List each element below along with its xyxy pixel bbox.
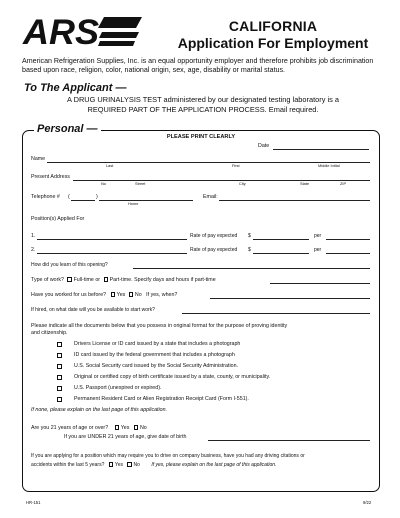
document-checkbox[interactable] [57, 386, 62, 391]
applicant-notice [22, 95, 384, 115]
position-2-number: 2. [31, 247, 36, 253]
rate-2-field[interactable] [253, 253, 309, 254]
documents-intro-line-2: and citizenship. [31, 330, 68, 336]
document-item: ID card issued by the federal government that includes a photograph [74, 352, 235, 358]
driving-yes-label: Yes [114, 462, 124, 468]
per-1-label: per [314, 233, 322, 239]
driving-no-checkbox[interactable] [127, 462, 132, 467]
age-yes-label: Yes [120, 425, 130, 431]
age-no-checkbox[interactable] [134, 425, 139, 430]
telephone-field[interactable] [99, 200, 193, 201]
ars-logo [22, 14, 144, 48]
telephone-sub-home: Home [128, 201, 139, 206]
name-sub-last: Last [106, 163, 114, 168]
applicant-notice-line-2: REQUIRED PART OF THE APPLICATION PROCESS. Email required. [87, 105, 319, 114]
part-time-spec-label: Specify days and hours if part-time [134, 277, 216, 283]
area-code-close: ) [96, 194, 98, 200]
address-sub-city: City [239, 181, 246, 186]
part-time-checkbox[interactable] [104, 277, 109, 282]
document-item: Original or certified copy of birth certificate issued by a state, county, or municipality. [74, 374, 271, 380]
area-code-field[interactable] [71, 200, 95, 201]
type-of-work-label: Type of work? [31, 277, 64, 283]
full-time-label: Full-time or [73, 277, 101, 283]
part-time-hours-field[interactable] [270, 283, 370, 284]
position-1-field[interactable] [37, 239, 187, 240]
rate-2-label: Rate of pay expected [190, 247, 238, 253]
document-checkbox[interactable] [57, 353, 62, 358]
personal-heading: Personal — [34, 123, 101, 135]
worked-yes-checkbox[interactable] [111, 292, 116, 297]
eeo-statement: American Refrigeration Supplies, Inc. is an equal opportunity employer and therefore prohibits job discrimination based upon race, religion, color, national origin, sex, age, disability or marital status. [22, 57, 374, 75]
area-code-open: ( [68, 194, 70, 200]
worked-yes-label: Yes [116, 292, 126, 298]
name-sub-middle: Middle Initial [318, 163, 340, 168]
document-item: Permanent Resident Card or Alien Registration Receipt Card (Form I-551). [74, 396, 249, 402]
worked-no-checkbox[interactable] [129, 292, 134, 297]
document-item: U.S. Social Security card issued by the Social Security Administration. [74, 363, 238, 369]
under-21-label: If you are UNDER 21 years of age, give date of birth [64, 434, 187, 440]
state-title: CALIFORNIA [228, 18, 318, 34]
per-2-label: per [314, 247, 322, 253]
per-2-field[interactable] [326, 253, 370, 254]
rate-1-label: Rate of pay expected [190, 233, 238, 239]
address-sub-no: No [101, 181, 106, 186]
address-sub-street: Street [135, 181, 146, 186]
per-1-field[interactable] [326, 239, 370, 240]
date-label: Date [258, 143, 270, 149]
applicant-notice-line-1: A DRUG URINALYSIS TEST administered by our designated testing laboratory is a [67, 95, 339, 104]
worked-no-label: No [134, 292, 142, 298]
document-checkbox[interactable] [57, 375, 62, 380]
driving-question-label: accidents within the last 5 years? [31, 462, 105, 468]
rate-1-field[interactable] [253, 239, 309, 240]
start-date-label: If hired, on what date will you be available to start work? [31, 307, 155, 313]
worked-when-field[interactable] [210, 298, 370, 299]
driving-no-label: No [133, 462, 140, 468]
document-checkbox[interactable] [57, 342, 62, 347]
learned-field[interactable] [133, 268, 370, 269]
rate-2-dollar: $ [248, 247, 251, 253]
document-item: U.S. Passport (unexpired or expired). [74, 385, 162, 391]
name-label: Name [31, 156, 46, 162]
document-checkbox[interactable] [57, 364, 62, 369]
driving-yes-checkbox[interactable] [109, 462, 114, 467]
svg-text:ARS: ARS [22, 14, 99, 48]
worked-before-label: Have you worked for us before? [31, 292, 107, 298]
learned-label: How did you learn of this opening? [31, 262, 108, 268]
documents-none-note: If none, please explain on the last page of this application. [31, 407, 168, 413]
form-title: Application For Employment [177, 35, 369, 51]
telephone-label: Telephone # [31, 194, 60, 200]
driving-question-line-1: If you are applying for a position which may require you to drive on company business, have you had any driving citations or [31, 453, 305, 459]
driving-question-line-2 [31, 462, 276, 468]
address-field[interactable] [73, 180, 370, 181]
part-time-label: Part-time. [109, 277, 133, 283]
name-sub-first: First [232, 163, 240, 168]
position-2-field[interactable] [37, 253, 187, 254]
age-question-label: Are you 21 years of age or over? [31, 425, 109, 431]
print-clearly-note: PLEASE PRINT CLEARLY [166, 134, 236, 140]
age-question [31, 425, 147, 431]
applicant-heading: To The Applicant — [24, 82, 127, 94]
if-yes-when-label: If yes, when? [146, 292, 178, 298]
form-revision: 9/22 [363, 500, 372, 505]
driving-explain-note: If yes, please explain on the last page of this application. [151, 462, 277, 468]
document-checkbox[interactable] [57, 397, 62, 402]
type-of-work [31, 277, 216, 283]
age-no-label: No [139, 425, 147, 431]
rate-1-dollar: $ [248, 233, 251, 239]
form-code: HR-151 [26, 500, 41, 505]
worked-before [31, 292, 177, 298]
address-label: Present Address [31, 174, 70, 180]
full-time-checkbox[interactable] [67, 277, 72, 282]
date-field[interactable] [273, 149, 369, 150]
date-of-birth-field[interactable] [208, 440, 370, 441]
email-label: Email: [203, 194, 218, 200]
documents-intro-line-1: Please indicate all the documents below that you possess in original format for the purpose of proving identity [31, 323, 288, 329]
position-1-number: 1. [31, 233, 36, 239]
start-date-field[interactable] [182, 313, 370, 314]
document-item: Drivers License or ID card issued by a state that includes a photograph [74, 341, 241, 347]
positions-label: Position(s) Applied For [31, 216, 85, 222]
age-yes-checkbox[interactable] [115, 425, 120, 430]
address-sub-state: State [300, 181, 310, 186]
address-sub-zip: ZIP [340, 181, 347, 186]
email-field[interactable] [219, 200, 370, 201]
